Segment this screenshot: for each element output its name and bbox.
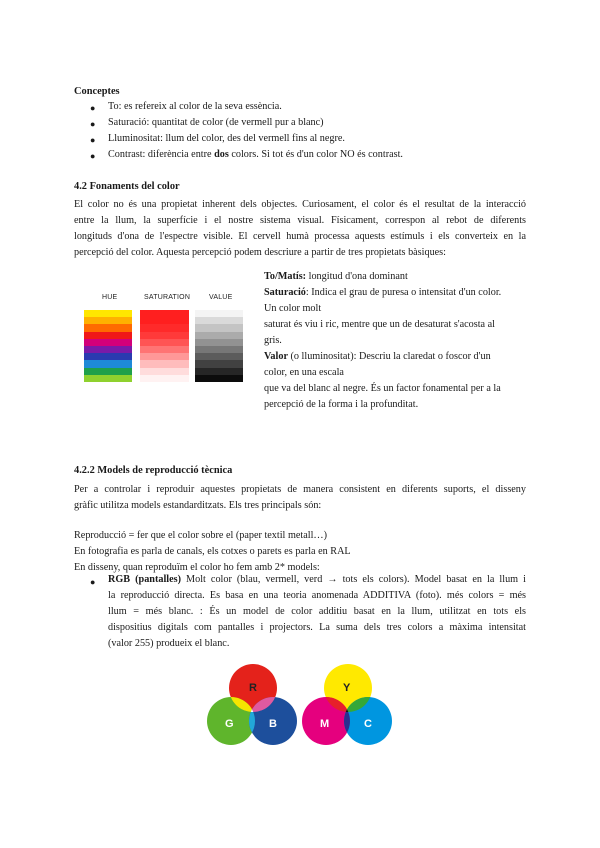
color-model-diagrams (200, 660, 400, 760)
value-desc: (o lluminositat): Descriu la claredat o foscor d'un (287, 351, 491, 362)
section-42-title: 4.2 Fonaments del color (74, 181, 180, 192)
contrast-text-b: colors. Si tot és d'un color NO és contrast. (228, 149, 403, 160)
value-band (195, 375, 243, 383)
saturation-band (140, 375, 189, 383)
saturation-label: SATURATION (144, 294, 191, 301)
list-item (108, 147, 403, 163)
rgb-line: dispositius digitals com pantalles i projectors. La suma dels tres colors a màxima intensitat (108, 622, 526, 633)
section-422-title: 4.2.2 Models de reproducció tècnica (74, 465, 233, 476)
bullet-icon: ● (90, 103, 96, 113)
rgb-additive-diagram (207, 664, 297, 745)
hue-band (84, 375, 132, 383)
saturation-line: gris. (264, 335, 282, 346)
section-42-paragraph (74, 197, 526, 261)
rgb-item (108, 572, 526, 652)
y-label: Y (343, 682, 351, 694)
properties-text (264, 269, 528, 413)
bullet-icon: ● (90, 119, 96, 129)
value-line: color, en una escala (264, 367, 344, 378)
saturation-definition (264, 285, 528, 301)
g-label: G (225, 718, 234, 730)
hue-strip (84, 310, 132, 382)
bullet-icon: ● (90, 135, 96, 145)
paragraph-line: entre la llum, la superfície i el nostre sistema visual. Físicament, correspon al rebot de diferents (74, 215, 526, 226)
list-item: Saturació: quantitat de color (de vermell pur a blanc) (108, 117, 324, 128)
value-line: que va del blanc al negre. És un factor fonamental per a la (264, 383, 501, 394)
paragraph-line: longituds d'ona de l'espectre visible. El cervell humà processa aquests estímuls i els converteix en la (74, 231, 526, 242)
rgb-desc: Molt color (blau, vermell, verd → tots els colors). Model basat en la llum i (180, 574, 526, 585)
b-label: B (269, 718, 277, 730)
paragraph-line: El color no és una propietat inherent dels objectes. Curiosament, el color és el resultat de la interacció (74, 199, 526, 210)
paragraph-line: Per a controlar i reproduir aquestes propietats de manera consistent en diferents suports, el disseny (74, 484, 526, 495)
hue-term: To/Matís: (264, 271, 307, 282)
value-term: Valor (264, 351, 288, 362)
cmy-subtractive-diagram (302, 664, 392, 745)
note-line: En disseny, quan reproduïm el color ho fem amb 2* models: (74, 562, 320, 573)
note-line: En fotografia es parla de canals, els cotxes o parets es parla en RAL (74, 546, 351, 557)
note-line: Reproducció = fer que el color sobre el (paper textil metall…) (74, 530, 327, 541)
saturation-term: Saturació (264, 287, 306, 298)
concepts-title: Conceptes (74, 86, 120, 97)
value-definition (264, 349, 528, 365)
value-strip (195, 310, 243, 382)
bullet-icon: ● (90, 151, 96, 161)
saturation-strip (140, 310, 189, 382)
contrast-bold: dos (214, 149, 229, 160)
m-label: M (320, 718, 330, 730)
rgb-line: la reproducció directa. Es basa en una teoria anomenada ADDITIVA (foto). més colors = més (108, 590, 526, 601)
section-422-intro (74, 482, 526, 514)
saturation-line: Un color molt (264, 303, 322, 314)
rgb-term: RGB (pantalles) (108, 574, 181, 585)
rgb-line: (valor 255) produeix el blanc. (108, 638, 230, 649)
hue-desc: longitud d'ona dominant (306, 271, 408, 282)
section-422-notes (74, 528, 526, 576)
bullet-icon: ● (90, 577, 96, 587)
contrast-text-a: Contrast: diferència entre (108, 149, 215, 160)
hue-definition (264, 269, 528, 285)
hue-label: HUE (102, 294, 118, 301)
rgb-line: llum = més blanc. : És un model de color additiu basat en la llum, utilitzat en tots els (108, 606, 526, 617)
value-label: VALUE (209, 294, 233, 301)
paragraph-line: percepció del color. Aquesta percepció podem descriure a partir de tres propietats bàsiques: (74, 247, 446, 258)
rgb-line (108, 572, 526, 588)
saturation-line: saturat és viu i ric, mentre que un de desaturat s'acosta al (264, 319, 495, 330)
value-line: percepció de la forma i la profunditat. (264, 399, 419, 410)
c-label: C (364, 718, 372, 730)
saturation-desc: : Indica el grau de puresa o intensitat d'un color. (305, 287, 502, 298)
list-item: To: es refereix al color de la seva essència. (108, 101, 282, 112)
paragraph-line: gràfic utilitza models estandarditzats. Els tres principals són: (74, 500, 322, 511)
r-label: R (249, 682, 257, 694)
list-item: Lluminositat: llum del color, des del vermell fins al negre. (108, 133, 345, 144)
